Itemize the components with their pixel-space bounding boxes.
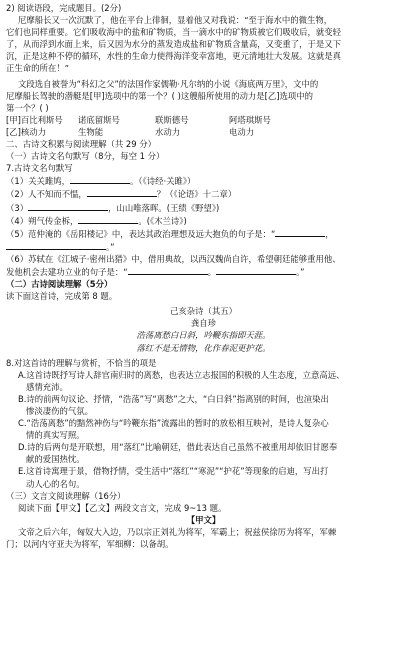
- poem-author: 龚自珍: [190, 318, 217, 329]
- passage-excerpt: [6, 14, 401, 74]
- option-yi-1: [乙]核动力: [6, 126, 47, 137]
- passage-jia: [6, 526, 401, 550]
- answer-blank[interactable]: [275, 227, 325, 237]
- question-7-heading: 7.古诗文名句默写: [6, 163, 73, 174]
- recitation-item-6-cont: 发他机会去建功立业的句子是：“ 。 。”: [6, 266, 305, 277]
- answer-blank[interactable]: [70, 174, 130, 184]
- option-jia-3: 联斯德号: [155, 114, 189, 125]
- option-yi-3: 水动力: [155, 126, 181, 137]
- answer-blank[interactable]: [128, 265, 208, 275]
- recitation-item-5: （5）范仲淹的《岳阳楼记》中，表达其政治理想及远大抱负的句子是：“ ，: [6, 228, 334, 239]
- passage-line: 正生命的所在！”: [6, 63, 69, 74]
- passage-jia-title: 【甲文】: [186, 514, 221, 525]
- question-8-heading: 8.对这首诗的理解与赏析，不恰当的项是: [6, 357, 157, 368]
- answer-blank[interactable]: [87, 187, 157, 197]
- passage-line: 文帝之后六年，匈奴大入边，乃以宗正刘礼为将军，军霸上；祝兹侯徐厉为将军，军棘: [18, 526, 337, 537]
- choice-e[interactable]: E.这首诗寓理于景，借物抒情，受生活中“落红”“寒泥”“护花”等现象的启迪，写出打 动人心的名句。: [18, 466, 329, 489]
- choice-d[interactable]: D.诗的后两句是开联想，用“落红”比喻朝廷，借此表达自己虽然不被重用却依旧甘愿奉 献的爱国热忱。: [18, 442, 338, 465]
- passage-line: 尼摩船长又一次沉默了，他在平台上徘徊，显着他又对我说：“至于海水中的微生物，: [18, 15, 333, 26]
- options-yi: [6, 126, 401, 138]
- passage-line: 了，从而浮到水面上来，后又因为水分的蒸发造成盐和矿物质含量高，又变重了，于是又下: [6, 39, 341, 50]
- classical-instruction: 阅读下面【甲文】【乙文】两段文言文，完成 9~13 题。: [18, 502, 227, 513]
- question-text: 第一个？( ): [6, 102, 49, 113]
- answer-blank[interactable]: [28, 201, 108, 211]
- answer-blank[interactable]: [216, 265, 296, 275]
- question-text: 尼摩船长驾驶的潜艇是[甲]选项中的第一个？( )这艘船所使用的动力是[乙]选项中的: [6, 90, 314, 101]
- section-2-title: 二、古诗文积累与阅读理解（共 29 分）: [6, 139, 156, 150]
- question-text: 文段选自被誉为“科幻之父”的法国作家儒勒·凡尔纳的小说《海底两万里》，文中的: [18, 78, 319, 89]
- subsection-3-title: （三）文言文阅读理解（16分）: [6, 490, 126, 501]
- recitation-item-3: （3） ，山山唯落晖。(王绩《野望》): [6, 202, 220, 213]
- option-jia-1: [甲]百比利斯号: [6, 114, 63, 125]
- recitation-item-2: （2）人不知而不愠， ？（《论语》十二章）: [6, 189, 237, 200]
- passage-line: 沉，正是这种不停的循环，水性的生命力使得海洋变幸富地，更元清地壮大发展。这就是真: [6, 51, 341, 62]
- recitation-item-1: （1）关关雎鸠， 。（《诗经·关雎》）: [6, 176, 196, 187]
- subsection-2-title: （二）古诗阅读理解（5分）: [6, 279, 113, 290]
- poem-line: 落红不是无情物，化作春泥更护花。: [136, 342, 271, 353]
- recitation-item-4: （4）朔气传金柝， 。(《木兰诗》): [6, 215, 187, 226]
- recitation-item-6: （6）苏轼在《江城子·密州出猎》中，借用典故，以西汉魏尚自许，希望朝廷能够重用他、: [6, 253, 341, 264]
- option-jia-4: 阿塔琪斯号: [229, 114, 271, 125]
- option-jia-2: 诺底留斯号: [78, 114, 120, 125]
- choice-a[interactable]: A.这首诗既抒写诗人辞官南归时的离愁，也表达立志报国的积极的人生态度，立意高远、 感情充沛。: [18, 369, 345, 392]
- poem-instruction: 读下面这首诗，完成第 8 题。: [6, 291, 118, 302]
- choice-c[interactable]: C.“浩荡离愁”的黯然神伤与“吟鞭东指”流露出的暂时的放松相互映衬，是诗人复杂心 情的真实写照。: [18, 418, 329, 441]
- poem-line: 浩荡离愁白日斜，吟鞭东指即天涯。: [136, 330, 271, 341]
- passage-line: 门；以河内守亚夫为将军，军细柳：以备胡。: [6, 539, 174, 550]
- question-2-heading: 2) 阅读语段，完成题目。(2分): [6, 3, 122, 13]
- option-yi-4: 电动力: [229, 126, 255, 137]
- poem-title: 己亥杂诗（其五）: [170, 306, 237, 317]
- passage-line: 它们也同样重要。它们吸收海中的盐和矿物质，当一滴水中的矿物质被它们吸收后，就变轻: [6, 27, 341, 38]
- option-yi-2: 生物能: [78, 126, 104, 137]
- recitation-item-5-cont: 。”: [6, 240, 401, 253]
- answer-blank[interactable]: [6, 240, 106, 250]
- choice-b[interactable]: B.诗的前两句议论、抒情，“浩荡”写“离愁”之大，“白日斜”指离别的时间，也渲染出 惨淡凄伤的气氛。: [18, 393, 329, 416]
- subsection-1-title: （一）古诗文名句默写（8分，每空 1 分）: [6, 151, 165, 162]
- options-jia: [6, 114, 401, 126]
- answer-blank[interactable]: [78, 214, 138, 224]
